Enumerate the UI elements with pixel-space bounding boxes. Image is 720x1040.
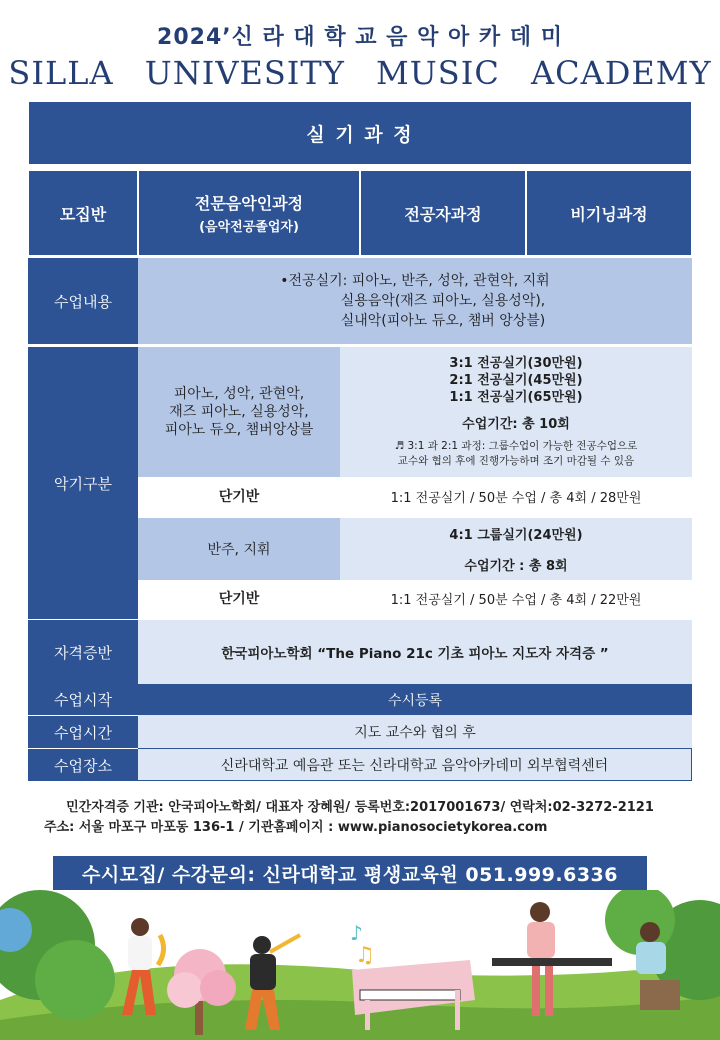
keyboard-player-shirt — [527, 922, 555, 958]
keyboard — [492, 958, 612, 966]
page-title-english: SILLA UNIVESITY MUSIC ACADEMY — [8, 54, 712, 92]
cert-value: 한국피아노학회 “The Piano 21c 기초 피아노 지도자 자격증 ” — [138, 620, 692, 684]
course-pro-title: 전문음악인과정 — [194, 194, 304, 213]
cert-label: 자격증반 — [28, 620, 138, 684]
sax-player-shirt — [128, 936, 152, 970]
bush — [35, 940, 115, 1020]
group1-instruments — [138, 347, 340, 477]
section-title: 실 기 과 정 — [28, 101, 692, 165]
short-term-detail-1: 1:1 전공실기 / 50분 수업 / 총 4회 / 28만원 — [340, 479, 692, 513]
start-value: 수시등록 — [138, 684, 692, 715]
content-value — [138, 258, 692, 344]
piano-keys — [360, 990, 460, 1000]
content-label: 수업내용 — [28, 258, 138, 344]
group2-details — [340, 518, 692, 580]
keyboard-player-leg — [545, 966, 553, 1016]
course-pro-subtitle: (음악전공졸업자) — [199, 220, 299, 235]
group2-period: 수업기간 : 총 8회 — [464, 559, 568, 574]
trumpet-player-head — [253, 936, 271, 954]
note-line: 교수와 협의 후에 진행가능하며 조기 마감될 수 있음 — [397, 455, 635, 467]
price-line: 1:1 전공실기(65만원) — [449, 390, 583, 405]
content-line: 실용음악(재즈 피아노, 실용성악), — [340, 293, 546, 309]
trumpet-player-shirt — [250, 954, 276, 990]
instrument-line: 피아노 듀오, 챔버앙상블 — [164, 422, 314, 438]
time-label: 수업시간 — [28, 715, 138, 748]
keyboard-player-leg — [532, 966, 540, 1016]
drummer-shirt — [636, 942, 666, 974]
note-line: ♬ 3:1 과 2:1 과정: 그룹수업이 가능한 전공수업으로 — [394, 440, 638, 452]
short-term-label-2: 단기반 — [138, 580, 340, 616]
page-title-korean: 2024’신 라 대 학 교 음 악 아 카 데 미 — [157, 25, 563, 50]
content-line: •전공실기: 피아노, 반주, 성악, 관현악, 지휘 — [280, 273, 550, 289]
short-term-label-1: 단기반 — [138, 479, 340, 513]
saxophone — [158, 935, 164, 965]
music-note-icon: ♪ — [350, 921, 363, 945]
contact-banner: 수시모집/ 수강문의: 신라대학교 평생교육원 051.999.6336 — [53, 856, 647, 890]
course-pro-header — [138, 170, 360, 256]
footer-registration: 민간자격증 기관: 안국피아노학회/ 대표자 장혜원/ 등록번호:2017001673/ 연락처:02-3272-2121 — [66, 800, 654, 815]
group1-period: 수업기간: 총 10회 — [462, 417, 570, 432]
course-major-header: 전공자과정 — [360, 170, 526, 256]
group2-instruments: 반주, 지휘 — [138, 518, 340, 580]
footer-address: 주소: 서울 마포구 마포동 136-1 / 기관홈페이지 : www.pianosocietykorea.com — [44, 820, 548, 835]
price-line: 2:1 전공실기(45만원) — [449, 373, 583, 388]
piano-leg — [455, 990, 460, 1030]
place-value: 신라대학교 예음관 또는 신라대학교 음악아카데미 외부협력센터 — [138, 748, 692, 781]
group2-price: 4:1 그룹실기(24만원) — [449, 528, 583, 543]
music-note-icon: ♫ — [355, 943, 375, 968]
sax-player-head — [131, 918, 149, 936]
place-label: 수업장소 — [28, 748, 138, 781]
content-line: 실내악(피아노 듀오, 챔버 앙상블) — [340, 313, 546, 329]
keyboard-player-head — [530, 902, 550, 922]
instrument-label: 악기구분 — [28, 347, 138, 619]
course-table — [28, 101, 692, 781]
time-value: 지도 교수와 협의 후 — [138, 715, 692, 748]
tree-blossom — [200, 970, 236, 1006]
instrument-line: 피아노, 성악, 관현악, — [173, 386, 305, 402]
piano-leg — [365, 1000, 370, 1030]
tree-blossom — [167, 972, 203, 1008]
short-term-detail-2: 1:1 전공실기 / 50분 수업 / 총 4회 / 22만원 — [340, 580, 692, 616]
musicians-illustration — [0, 890, 720, 1040]
drum — [640, 980, 680, 1010]
drummer-head — [640, 922, 660, 942]
instrument-line: 재즈 피아노, 실용성악, — [169, 404, 309, 420]
start-label: 수업시작 — [28, 684, 138, 715]
group1-note — [395, 439, 638, 469]
trumpet — [270, 935, 300, 952]
group1-details — [340, 347, 692, 477]
course-beginning-header: 비기닝과정 — [526, 170, 692, 256]
recruit-label: 모집반 — [28, 170, 138, 256]
price-line: 3:1 전공실기(30만원) — [449, 356, 583, 371]
